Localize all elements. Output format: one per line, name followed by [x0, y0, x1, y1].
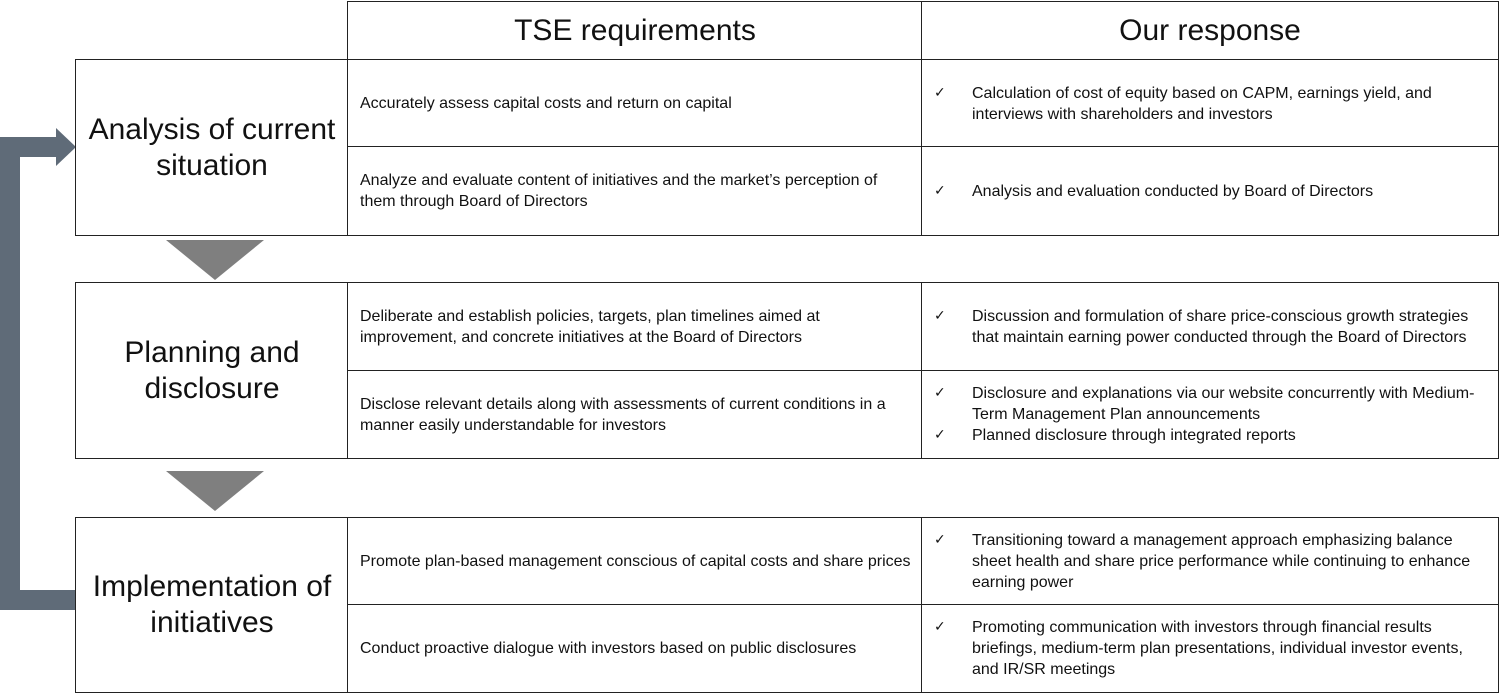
requirement-cell [347, 517, 923, 606]
response-list [934, 306, 1488, 348]
down-arrow-icon [166, 471, 264, 511]
check-icon: ✓ [934, 308, 946, 324]
requirement-text: Conduct proactive dialogue with investors based on public disclosures [360, 640, 857, 657]
response-list [934, 83, 1488, 125]
response-cell [921, 146, 1499, 236]
response-text: Promoting communication with investors through financial results briefings, medium-term plan presentations, individual investor events, and IR/SR meetings [972, 619, 1463, 678]
requirement-cell [347, 282, 923, 372]
response-item [934, 425, 1488, 446]
check-icon: ✓ [934, 532, 946, 548]
response-item [934, 617, 1488, 680]
stage-planning-label: Planning and disclosure [75, 282, 349, 459]
requirement-cell [347, 370, 923, 459]
check-icon: ✓ [934, 182, 946, 199]
response-cell [921, 282, 1499, 372]
stage-implementation-label: Implementation of initiatives [75, 517, 349, 693]
response-item [934, 530, 1488, 593]
response-text: Transitioning toward a management approach emphasizing balance sheet health and share price performance while continuing to enhance earning power [972, 532, 1471, 591]
response-item [934, 83, 1488, 125]
response-item [934, 383, 1488, 425]
response-item [934, 306, 1488, 348]
requirement-text: Accurately assess capital costs and return on capital [360, 95, 732, 112]
response-list [934, 530, 1488, 593]
stage-analysis-label: Analysis of current situation [75, 59, 349, 236]
response-list [934, 383, 1488, 446]
down-arrow-icon [166, 240, 264, 280]
header-tse-requirements: TSE requirements [347, 1, 923, 61]
response-list [934, 181, 1488, 202]
response-cell [921, 370, 1499, 459]
requirement-cell [347, 59, 923, 148]
requirement-text: Disclose relevant details along with assessments of current conditions in a manner easily understandable for investors [360, 395, 886, 434]
response-text: Analysis and evaluation conducted by Board of Directors [972, 182, 1374, 200]
requirement-text: Promote plan-based management conscious of capital costs and share prices [360, 553, 911, 570]
response-cell [921, 517, 1499, 606]
response-text: Disclosure and explanations via our website concurrently with Medium-Term Management Plan announcements [972, 385, 1475, 423]
requirement-text: Deliberate and establish policies, targets, plan timelines aimed at improvement, and concrete initiatives at the Board of Directors [360, 308, 820, 346]
check-icon: ✓ [934, 84, 946, 101]
header-our-response: Our response [921, 1, 1499, 61]
requirement-cell [347, 604, 923, 693]
requirement-cell [347, 146, 923, 236]
response-item [934, 181, 1488, 202]
check-icon: ✓ [934, 427, 946, 443]
requirement-text: Analyze and evaluate content of initiatives and the market’s perception of them through Board of Directors [360, 172, 878, 210]
response-text: Discussion and formulation of share price-conscious growth strategies that maintain earning power conducted through the Board of Directors [972, 308, 1469, 346]
response-list [934, 617, 1488, 680]
response-text: Calculation of cost of equity based on CAPM, earnings yield, and interviews with shareholders and investors [972, 84, 1432, 123]
response-cell [921, 604, 1499, 693]
response-text: Planned disclosure through integrated reports [972, 427, 1296, 444]
check-icon: ✓ [934, 385, 946, 401]
check-icon: ✓ [934, 619, 946, 635]
response-cell [921, 59, 1499, 148]
